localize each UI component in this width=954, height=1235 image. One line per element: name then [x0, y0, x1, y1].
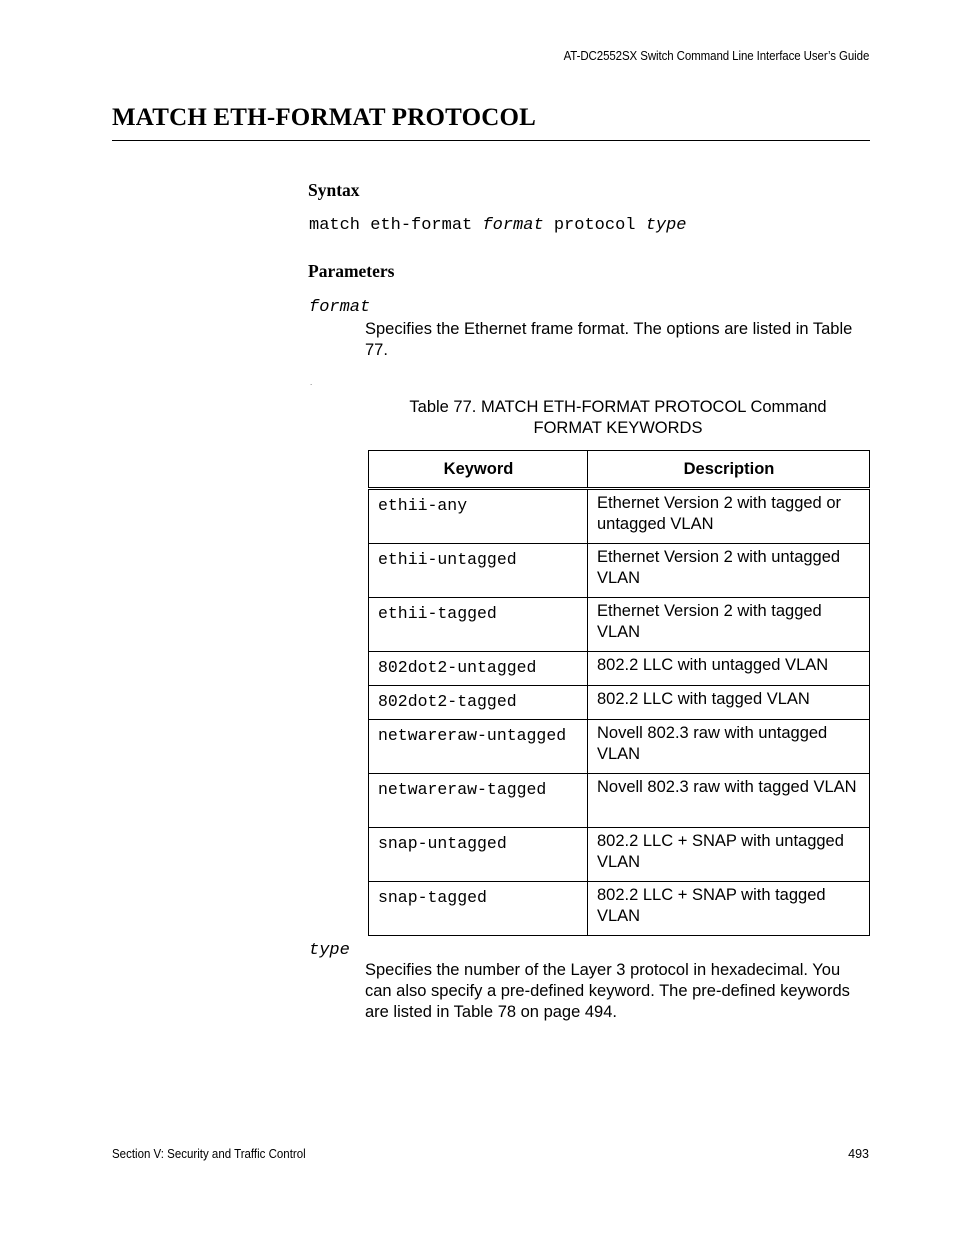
column-header-keyword: Keyword — [369, 451, 588, 489]
param-format-description: Specifies the Ethernet frame format. The options are listed in Table 77. — [365, 320, 853, 359]
description-cell: Ethernet Version 2 with tagged VLAN — [588, 598, 870, 652]
syntax-keyword: match eth-format — [309, 216, 483, 235]
table-row — [369, 598, 870, 652]
keyword-cell: snap-untagged — [369, 828, 588, 882]
format-keywords-table — [368, 450, 870, 936]
syntax-param-format: format — [482, 216, 544, 235]
running-header: AT-DC2552SX Switch Command Line Interface User’s Guide — [563, 49, 869, 63]
table-row — [369, 774, 870, 828]
description-cell: Novell 802.3 raw with untagged VLAN — [588, 720, 870, 774]
table-row — [369, 544, 870, 598]
description-cell: 802.2 LLC + SNAP with untagged VLAN — [588, 828, 870, 882]
parameters-heading: Parameters — [308, 261, 395, 281]
table-row — [369, 720, 870, 774]
keyword-cell: 802dot2-untagged — [369, 652, 588, 686]
table-row — [369, 882, 870, 936]
column-header-description: Description — [588, 451, 870, 489]
page-title: MATCH ETH-FORMAT PROTOCOL — [112, 104, 536, 131]
table-row — [369, 686, 870, 720]
stray-mark: . — [310, 378, 313, 387]
keyword-cell: 802dot2-tagged — [369, 686, 588, 720]
table-caption — [366, 397, 870, 439]
syntax-command — [309, 216, 687, 235]
description-cell: 802.2 LLC with tagged VLAN — [588, 686, 870, 720]
description-cell: 802.2 LLC + SNAP with tagged VLAN — [588, 882, 870, 936]
keyword-cell: netwareraw-untagged — [369, 720, 588, 774]
keyword-cell: netwareraw-tagged — [369, 774, 588, 828]
syntax-keyword: protocol — [543, 216, 646, 235]
table-header-row — [369, 451, 870, 489]
keyword-cell: ethii-untagged — [369, 544, 588, 598]
table-caption-line-1: Table 77. MATCH ETH-FORMAT PROTOCOL Command — [409, 398, 827, 416]
description-cell: Novell 802.3 raw with tagged VLAN — [588, 774, 870, 828]
table-row — [369, 828, 870, 882]
param-format-name: format — [309, 298, 371, 317]
param-type-description: Specifies the number of the Layer 3 protocol in hexadecimal. You can also specify a pre-defined keyword. The pre-defined keywords are listed in Table 78 on page 494. — [365, 961, 850, 1021]
table-caption-line-2: FORMAT KEYWORDS — [533, 419, 703, 437]
keyword-cell: ethii-any — [369, 489, 588, 544]
description-cell: Ethernet Version 2 with untagged VLAN — [588, 544, 870, 598]
table-row — [369, 489, 870, 544]
table-row — [369, 652, 870, 686]
description-cell: 802.2 LLC with untagged VLAN — [588, 652, 870, 686]
param-type-name: type — [309, 941, 350, 960]
keyword-cell: snap-tagged — [369, 882, 588, 936]
footer-section: Section V: Security and Traffic Control — [112, 1147, 306, 1161]
description-cell: Ethernet Version 2 with tagged or untagged VLAN — [588, 489, 870, 544]
syntax-heading: Syntax — [308, 180, 360, 200]
syntax-param-type: type — [645, 216, 687, 235]
keyword-cell: ethii-tagged — [369, 598, 588, 652]
footer-page-number: 493 — [848, 1147, 869, 1161]
title-rule — [112, 140, 870, 141]
